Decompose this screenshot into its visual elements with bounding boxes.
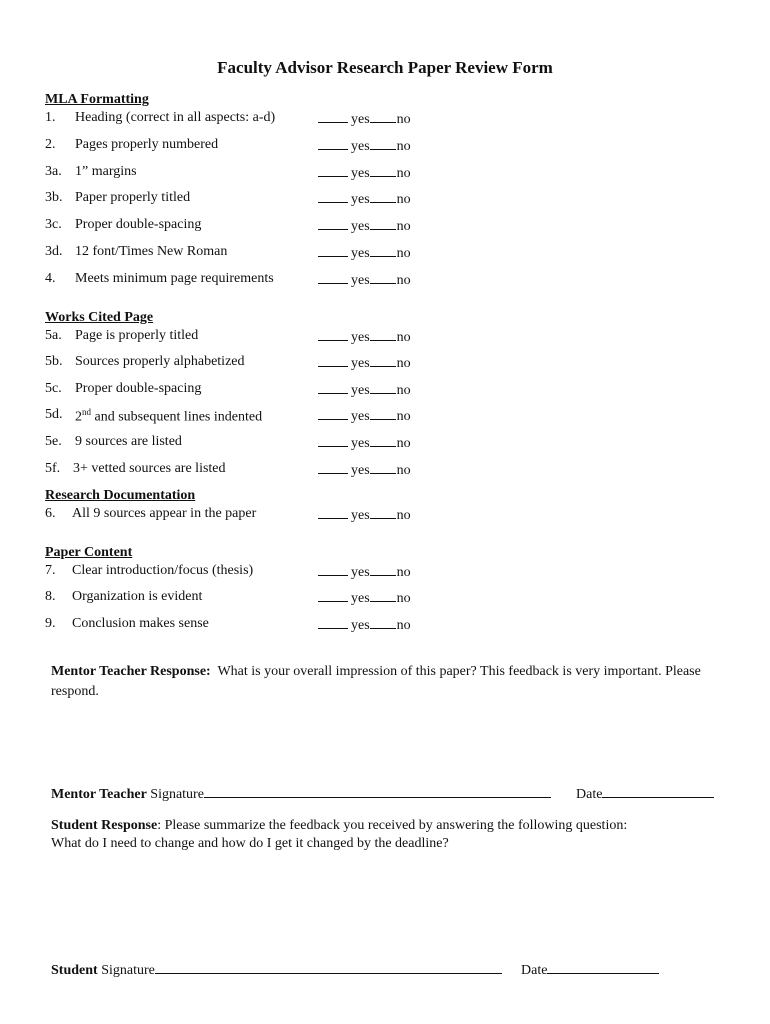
- no-blank[interactable]: [370, 137, 396, 150]
- mentor-response-text: What is your overall impression of this paper? This feedback is very important. Please respond.: [51, 664, 701, 699]
- item-label: All 9 sources appear in the paper: [72, 506, 257, 521]
- item-label: Organization is evident: [72, 589, 203, 604]
- yes-label: yes: [351, 139, 370, 154]
- yes-blank[interactable]: [318, 506, 348, 519]
- no-label: no: [396, 508, 411, 523]
- yes-blank[interactable]: [318, 190, 348, 203]
- yes-no-field[interactable]: [318, 434, 411, 452]
- item-number: 2.: [45, 137, 56, 152]
- no-blank[interactable]: [370, 190, 396, 203]
- mentor-signature-line[interactable]: [204, 784, 551, 798]
- checklist-row: [0, 616, 770, 634]
- item-label: Conclusion makes sense: [72, 616, 209, 631]
- no-blank[interactable]: [370, 328, 396, 341]
- mentor-signature-bold: Mentor Teacher: [51, 787, 147, 802]
- yes-blank[interactable]: [318, 563, 348, 576]
- no-blank[interactable]: [370, 407, 396, 420]
- section-heading-works-cited: Works Cited Page: [45, 310, 154, 325]
- no-blank[interactable]: [370, 244, 396, 257]
- page-title: Faculty Advisor Research Paper Review Form: [217, 58, 553, 77]
- yes-blank[interactable]: [318, 137, 348, 150]
- checklist-row: [0, 110, 770, 128]
- checklist-row: [0, 164, 770, 182]
- student-response-text: : Please summarize the feedback you received by answering the following question:: [157, 818, 628, 833]
- item-number: 5e.: [45, 434, 62, 449]
- yes-blank[interactable]: [318, 328, 348, 341]
- no-label: no: [396, 591, 411, 606]
- no-label: no: [396, 112, 411, 127]
- item-label: Heading (correct in all aspects: a-d): [75, 110, 276, 125]
- item-label: 3+ vetted sources are listed: [73, 461, 226, 476]
- yes-no-field[interactable]: [318, 616, 411, 634]
- mentor-response-label: Mentor Teacher Response:: [51, 664, 211, 679]
- item-number: 3b.: [45, 190, 63, 205]
- no-label: no: [396, 356, 411, 371]
- yes-no-field[interactable]: [318, 354, 411, 372]
- yes-no-field[interactable]: [318, 381, 411, 399]
- no-label: no: [396, 383, 411, 398]
- student-response-prompt: [51, 817, 701, 853]
- no-blank[interactable]: [370, 354, 396, 367]
- mentor-signature-label: Signature: [150, 787, 204, 802]
- yes-label: yes: [351, 273, 370, 288]
- checklist-row: [0, 190, 770, 208]
- yes-blank[interactable]: [318, 407, 348, 420]
- mentor-response-prompt: [51, 662, 701, 702]
- no-label: no: [396, 139, 411, 154]
- yes-blank[interactable]: [318, 461, 348, 474]
- yes-no-field[interactable]: [318, 217, 411, 235]
- yes-blank[interactable]: [318, 589, 348, 602]
- yes-blank[interactable]: [318, 110, 348, 123]
- checklist-row: [0, 563, 770, 581]
- checklist-row: [0, 381, 770, 399]
- item-number: 5d.: [45, 407, 63, 422]
- no-label: no: [396, 463, 411, 478]
- section-heading-mla: MLA Formatting: [45, 92, 149, 107]
- item-number: 9.: [45, 616, 56, 631]
- checklist-row: [0, 407, 770, 425]
- checklist-row: [0, 244, 770, 262]
- no-blank[interactable]: [370, 461, 396, 474]
- no-blank[interactable]: [370, 381, 396, 394]
- student-date-row: [521, 960, 659, 979]
- checklist-row: [0, 137, 770, 155]
- yes-no-field[interactable]: [318, 506, 411, 524]
- yes-no-field[interactable]: [318, 271, 411, 289]
- item-number: 5f.: [45, 461, 61, 476]
- no-label: no: [396, 273, 411, 288]
- checklist-row: [0, 271, 770, 289]
- yes-label: yes: [351, 618, 370, 633]
- item-number: 8.: [45, 589, 56, 604]
- student-date-line[interactable]: [547, 960, 659, 974]
- student-question: What do I need to change and how do I get it changed by the deadline?: [51, 836, 449, 851]
- item-number: 3a.: [45, 164, 62, 179]
- item-label-ordinal: 2: [75, 409, 82, 425]
- item-number: 4.: [45, 271, 56, 286]
- yes-no-field[interactable]: [318, 137, 411, 155]
- item-label: Proper double-spacing: [75, 217, 202, 232]
- checklist-row: [0, 328, 770, 346]
- student-signature-label: Signature: [101, 963, 155, 978]
- item-number: 6.: [45, 506, 56, 521]
- yes-label: yes: [351, 591, 370, 606]
- yes-no-field[interactable]: [318, 328, 411, 346]
- mentor-date-label: Date: [576, 787, 603, 802]
- no-label: no: [396, 192, 411, 207]
- item-label: [75, 407, 262, 426]
- student-response-label: Student Response: [51, 818, 158, 833]
- no-blank[interactable]: [370, 563, 396, 576]
- item-number: 3c.: [45, 217, 62, 232]
- mentor-date-line[interactable]: [602, 784, 714, 798]
- mentor-date-row: [576, 784, 714, 803]
- yes-label: yes: [351, 330, 370, 345]
- item-number: 1.: [45, 110, 56, 125]
- checklist-row: [0, 506, 770, 524]
- mentor-signature-row: [51, 784, 551, 803]
- yes-blank[interactable]: [318, 164, 348, 177]
- no-label: no: [396, 219, 411, 234]
- yes-label: yes: [351, 463, 370, 478]
- yes-blank[interactable]: [318, 381, 348, 394]
- no-label: no: [396, 565, 411, 580]
- item-label: Paper properly titled: [75, 190, 191, 205]
- item-number: 5a.: [45, 328, 62, 343]
- no-label: no: [396, 436, 411, 451]
- checklist-row: [0, 589, 770, 607]
- yes-no-field[interactable]: [318, 563, 411, 581]
- yes-label: yes: [351, 383, 370, 398]
- yes-label: yes: [351, 219, 370, 234]
- item-label-rest: and subsequent lines indented: [91, 409, 263, 425]
- student-signature-row: [51, 960, 502, 979]
- yes-label: yes: [351, 409, 370, 424]
- yes-blank[interactable]: [318, 434, 348, 447]
- item-label: Proper double-spacing: [75, 381, 202, 396]
- yes-blank[interactable]: [318, 354, 348, 367]
- student-signature-line[interactable]: [155, 960, 502, 974]
- no-blank[interactable]: [370, 217, 396, 230]
- section-heading-content: Paper Content: [45, 545, 133, 560]
- yes-label: yes: [351, 436, 370, 451]
- no-blank[interactable]: [370, 506, 396, 519]
- yes-no-field[interactable]: [318, 164, 411, 182]
- yes-label: yes: [351, 112, 370, 127]
- item-label: 12 font/Times New Roman: [75, 244, 228, 259]
- no-blank[interactable]: [370, 589, 396, 602]
- no-label: no: [396, 618, 411, 633]
- no-label: no: [396, 409, 411, 424]
- checklist-row: [0, 217, 770, 235]
- no-blank[interactable]: [370, 616, 396, 629]
- yes-no-field[interactable]: [318, 589, 411, 607]
- no-blank[interactable]: [370, 164, 396, 177]
- yes-label: yes: [351, 192, 370, 207]
- no-blank[interactable]: [370, 271, 396, 284]
- item-label: Pages properly numbered: [75, 137, 219, 152]
- yes-blank[interactable]: [318, 616, 348, 629]
- no-label: no: [396, 166, 411, 181]
- item-label-superscript: nd: [82, 407, 91, 417]
- checklist-row: [0, 354, 770, 372]
- yes-label: yes: [351, 246, 370, 261]
- item-number: 3d.: [45, 244, 63, 259]
- yes-label: yes: [351, 356, 370, 371]
- yes-blank[interactable]: [318, 244, 348, 257]
- yes-no-field[interactable]: [318, 461, 411, 479]
- yes-label: yes: [351, 565, 370, 580]
- yes-label: yes: [351, 508, 370, 523]
- item-label: Sources properly alphabetized: [75, 354, 245, 369]
- yes-label: yes: [351, 166, 370, 181]
- yes-no-field[interactable]: [318, 190, 411, 208]
- item-number: 7.: [45, 563, 56, 578]
- item-label: 9 sources are listed: [75, 434, 182, 449]
- yes-no-field[interactable]: [318, 407, 411, 425]
- student-date-label: Date: [521, 963, 548, 978]
- yes-blank[interactable]: [318, 271, 348, 284]
- yes-blank[interactable]: [318, 217, 348, 230]
- section-heading-research: Research Documentation: [45, 488, 196, 503]
- checklist-row: [0, 434, 770, 452]
- no-blank[interactable]: [370, 434, 396, 447]
- checklist-row: [0, 461, 770, 479]
- no-blank[interactable]: [370, 110, 396, 123]
- item-label: Page is properly titled: [75, 328, 199, 343]
- item-number: 5c.: [45, 381, 62, 396]
- student-signature-bold: Student: [51, 963, 98, 978]
- item-label: Clear introduction/focus (thesis): [72, 563, 254, 578]
- item-label: 1” margins: [75, 164, 137, 179]
- item-label: Meets minimum page requirements: [75, 271, 274, 286]
- no-label: no: [396, 246, 411, 261]
- yes-no-field[interactable]: [318, 110, 411, 128]
- yes-no-field[interactable]: [318, 244, 411, 262]
- item-number: 5b.: [45, 354, 63, 369]
- no-label: no: [396, 330, 411, 345]
